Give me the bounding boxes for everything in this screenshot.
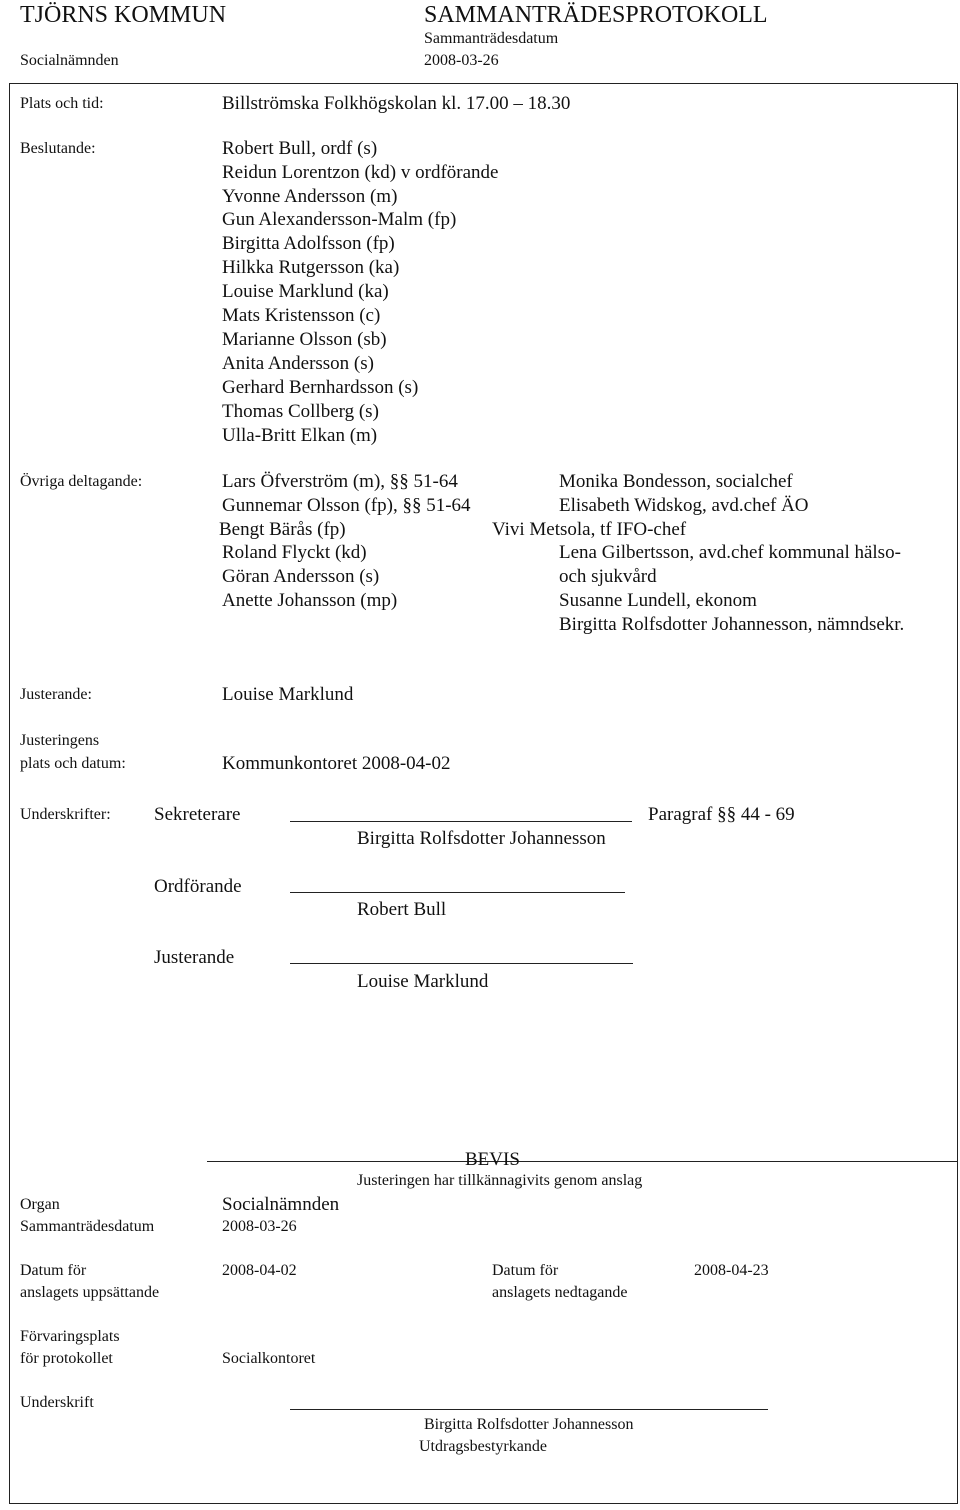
paragraph-range: Paragraf §§ 44 - 69 [648,804,795,825]
adjust-place-value: Kommunkontoret 2008-04-02 [222,753,451,774]
list-item: Ulla-Britt Elkan (m) [222,425,378,446]
place-value: Billströmska Folkhögskolan kl. 17.00 – 18.30 [222,93,571,114]
signature-label: Underskrift [20,1394,94,1411]
list-item: Louise Marklund (ka) [222,281,389,302]
posted-value: 2008-04-02 [222,1262,297,1279]
posted-label-line1: Datum för [20,1262,87,1279]
list-item: Vivi Metsola, tf IFO-chef [492,519,687,540]
list-item: Bengt Bärås (fp) [219,519,346,540]
bevis-divider [207,1161,958,1162]
meeting-date: 2008-03-26 [424,52,499,69]
organ-label: Organ [20,1196,60,1213]
chair-signature-line [290,892,625,893]
list-item: Thomas Collberg (s) [222,401,379,422]
committee-name: Socialnämnden [20,52,119,69]
list-item: Birgitta Rolfsdotter Johannesson, nämndsekr. [559,614,905,635]
storage-label-line2: för protokollet [20,1350,113,1367]
list-item: Marianne Olsson (sb) [222,329,387,350]
storage-value: Socialkontoret [222,1350,316,1367]
list-item: Gunnemar Olsson (fp), §§ 51-64 [222,495,471,516]
list-item: Anette Johansson (mp) [222,590,398,611]
list-item: Anita Andersson (s) [222,353,374,374]
list-item: Birgitta Adolfsson (fp) [222,233,395,254]
list-item: Gun Alexandersson-Malm (fp) [222,209,457,230]
adjuster-value: Louise Marklund [222,684,354,705]
adjust-place-label-line1: Justeringens [20,732,100,749]
list-item: Reidun Lorentzon (kd) v ordförande [222,162,499,183]
secretary-name: Birgitta Rolfsdotter Johannesson [357,828,606,849]
adjust-place-label-line2: plats och datum: [20,755,126,772]
removed-label-line2: anslagets nedtagande [492,1284,628,1301]
others-label: Övriga deltagande: [20,473,143,490]
list-item: Yvonne Andersson (m) [222,186,398,207]
list-item: Monika Bondesson, socialchef [559,471,793,492]
list-item: Robert Bull, ordf (s) [222,138,378,159]
municipality-name: TJÖRNS KOMMUN [20,2,227,28]
adjuster-label: Justerande: [20,686,92,703]
organ-value: Socialnämnden [222,1194,340,1215]
adjuster-signature-line [290,963,633,964]
deciding-label: Beslutande: [20,140,96,157]
list-item: Göran Andersson (s) [222,566,380,587]
place-label: Plats och tid: [20,95,104,112]
storage-label-line1: Förvaringsplats [20,1328,120,1345]
list-item: Elisabeth Widskog, avd.chef ÄO [559,495,809,516]
signer-role: Utdragsbestyrkande [419,1438,547,1455]
list-item: och sjukvård [559,566,657,587]
list-item: Lena Gilbertsson, avd.chef kommunal hälso- [559,542,901,563]
list-item: Lars Öfverström (m), §§ 51-64 [222,471,458,492]
list-item: Roland Flyckt (kd) [222,542,367,563]
date-label: Sammanträdesdatum [424,30,559,47]
secretary-signature-line [290,821,632,822]
removed-label-line1: Datum för [492,1262,559,1279]
signatures-label: Underskrifter: [20,806,111,823]
document-type: SAMMANTRÄDESPROTOKOLL [424,2,768,28]
chair-role: Ordförande [154,876,242,897]
list-item: Mats Kristensson (c) [222,305,381,326]
list-item: Gerhard Bernhardsson (s) [222,377,419,398]
adjuster-role: Justerande [154,947,235,968]
bevis-title: BEVIS [465,1149,520,1170]
bevis-subtitle: Justeringen har tillkännagivits genom anslag [357,1172,643,1189]
signer-name: Birgitta Rolfsdotter Johannesson [424,1416,634,1433]
bevis-signature-line [290,1409,768,1410]
posted-label-line2: anslagets uppsättande [20,1284,160,1301]
removed-value: 2008-04-23 [694,1262,769,1279]
secretary-role: Sekreterare [154,804,241,825]
list-item: Hilkka Rutgersson (ka) [222,257,400,278]
chair-name: Robert Bull [357,899,447,920]
bevis-date-value: 2008-03-26 [222,1218,297,1235]
list-item: Susanne Lundell, ekonom [559,590,757,611]
bevis-date-label: Sammanträdesdatum [20,1218,155,1235]
adjuster-name: Louise Marklund [357,971,489,992]
